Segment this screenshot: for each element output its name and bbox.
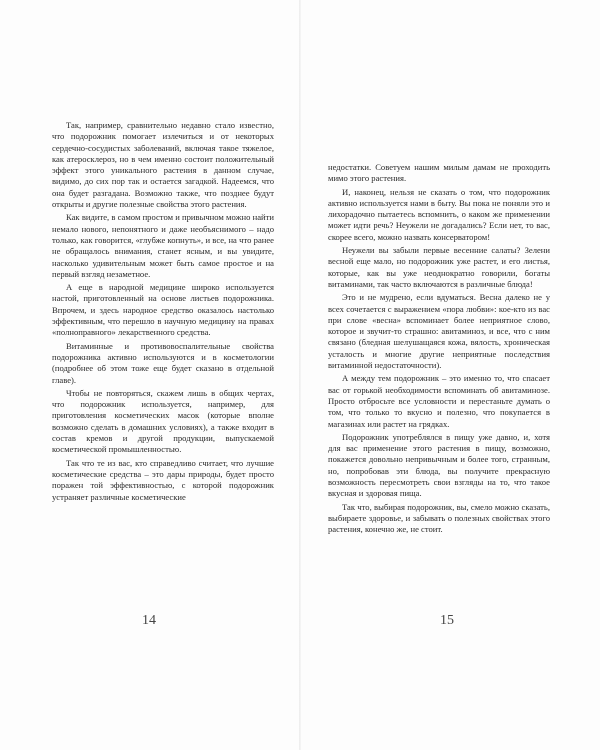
paragraph: Неужели вы забыли первые весенние салаты? Зелени весной еще мало, но подорожник уже растет, и его листья, которые, как вы уже неоднократно говорили, богаты витаминами, так часто включаются в различные блюда! bbox=[328, 245, 550, 289]
paragraph: Так что те из вас, кто справедливо считает, что лучшие косметические средства – это дары природы, будет просто поражен той эффективностью, с которой подорожник устраняет различные косметические bbox=[52, 457, 274, 502]
page-number-right: 15 bbox=[440, 613, 454, 628]
right-page-text bbox=[328, 162, 550, 538]
paragraph: А между тем подорожник – это именно то, что спасает вас от горькой необходимости вспоминать об авитаминозе. Просто отбросьте все условности и перестаньте думать о том, что только то вкусно и полезно, что покупается в магазинах или растет на грядках. bbox=[328, 373, 550, 429]
paragraph: Так, например, сравнительно недавно стало известно, что подорожник помогает излечиться и от некоторых сердечно-сосудистых заболеваний, включая такое тяжелое, как атеросклероз, но в чем именно состоит положительный эффект этого уникального растения в данном случае, видимо, до сих пор так и остается загадкой. Надеемся, что она будет разгадана. Возможно также, что позднее будут открыты и другие полезные свойства этого растения. bbox=[52, 120, 274, 210]
paragraph: Как видите, в самом простом и привычном можно найти немало нового, непонятного и даже необъяснимого – надо только, как говорится, «глубже копнуть», и все, на что ранее не обращалось внимания, станет ясным, и вы увидите, насколько удивительным может быть самое простое и на первый взгляд незаметное. bbox=[52, 212, 274, 279]
paragraph: И, наконец, нельзя не сказать о том, что подорожник активно используется нами в быту. Вы пока не поняли это и лихорадочно пытаетесь вспомнить, о каком же применении может идти речь? Неужели не догадались? Если нет, то вас, скорее всего, можно назвать консерватором! bbox=[328, 186, 550, 242]
paragraph: Подорожник употреблялся в пищу уже давно, и, хотя для вас применение этого растения в пищу, возможно, покажется довольно непривычным и более того, странным, но, попробовав эти блюда, вы получите прекрасную возможность пересмотреть свои взгляды на то, что такое вкусная и здоровая пища. bbox=[328, 431, 550, 499]
paragraph: Так что, выбирая подорожник, вы, смело можно сказать, выбираете здоровье, и забывать о полезных свойствах этого растения, конечно же, не стоит. bbox=[328, 501, 550, 535]
right-page bbox=[300, 0, 600, 750]
paragraph: А еще в народной медицине широко используется настой, приготовленный на основе листьев подорожника. Впрочем, и здесь народное средство оказалось настолько эффективным, что перешло в научную медицину на правах «полноправного» лекарственного средства. bbox=[52, 282, 274, 338]
left-page-text bbox=[52, 120, 274, 505]
paragraph: Это и не мудрено, если вдуматься. Весна далеко не у всех сочетается с выражением «пора любви»: кое-кто из вас при слове «весна» вспоминает более неприятное слово, которое и звучит-то страшно: авитаминоз, и все, что с ним связано (бледная шелушащаяся кожа, вялость, хроническая усталость и многие другие неприятные последствия витаминной недостаточности). bbox=[328, 292, 550, 371]
paragraph: Витаминные и противовоспалительные свойства подорожника активно используются и в косметологии (подробнее об этом тоже еще будет сказано в отдельной главе). bbox=[52, 340, 274, 385]
page-number-left: 14 bbox=[142, 613, 156, 628]
continuation-paragraph: недостатки. Советуем нашим милым дамам не проходить мимо этого растения. bbox=[328, 162, 550, 184]
paragraph: Чтобы не повторяться, скажем лишь в общих чертах, что подорожник используется, например, для приготовления косметических масок (которые вполне возможно сделать в домашних условиях), а также входит в состав кремов и другой продукции, выпускаемой косметической промышленностью. bbox=[52, 387, 274, 455]
